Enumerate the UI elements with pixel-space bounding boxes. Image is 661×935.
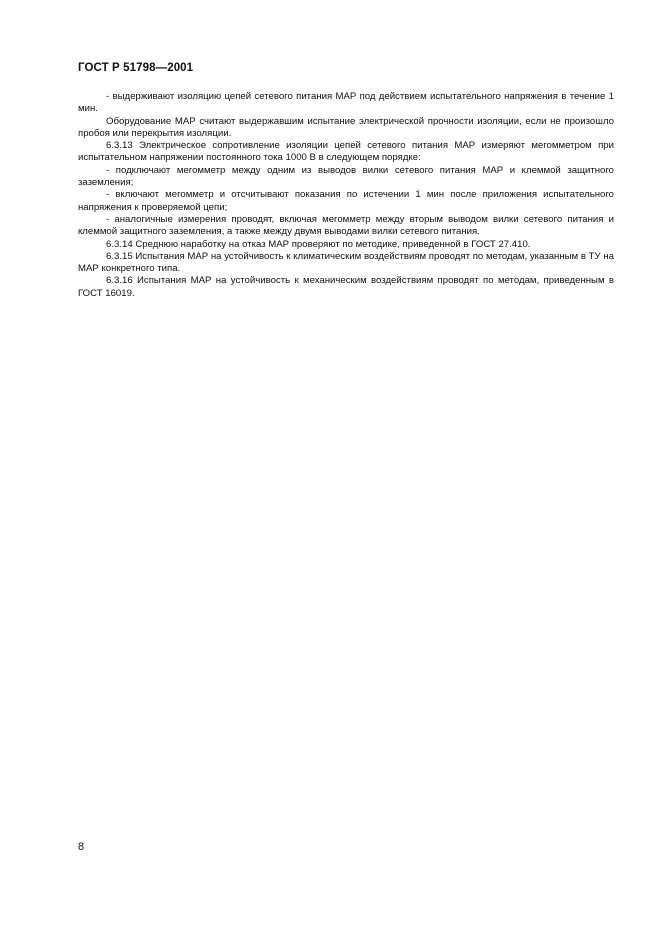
page-number: 8 (78, 841, 85, 853)
paragraph-6-3-15: 6.3.15 Испытания МАР на устойчивость к климатическим воздействиям проводят по методам, указанным в ТУ на МАР конкретного типа. (78, 250, 614, 275)
document-code-header: ГОСТ Р 51798—2001 (78, 62, 194, 74)
paragraph-pass-criterion: Оборудование МАР считают выдержавшим испытание электрической прочности изоляции, если не произошло пробоя или перекрытия изоляции. (78, 115, 614, 139)
paragraph-6-3-16: 6.3.16 Испытания МАР на устойчивость к механическим воздействиям проводят по методам, приведенным в ГОСТ 16019. (78, 275, 614, 299)
paragraph-read-megohmmeter: - включают мегомметр и отсчитывают показания по истечении 1 мин после приложения испытательного напряжения к проверяемой цепи; (78, 189, 614, 213)
paragraph-6-3-13: 6.3.13 Электрическое сопротивление изоляции цепей сетевого питания МАР измеряют мегомметром при испытательном напряжении постоянного тока 1000 В в следующем порядке: (78, 140, 614, 164)
body-text (78, 91, 614, 300)
paragraph-similar-measurements: - аналогичные измерения проводят, включая мегомметр между вторым выводом вилки сетевого питания и клеммой защитного заземления, а также между двумя выводами вилки сетевого питания. (78, 213, 614, 238)
paragraph-insulation-withstand: - выдерживают изоляцию цепей сетевого питания МАР под действием испытательного напряжения в течение 1 мин. (78, 91, 614, 115)
paragraph-6-3-14: 6.3.14 Среднюю наработку на отказ МАР проверяют по методике, приведенной в ГОСТ 27.410. (106, 238, 531, 250)
paragraph-connect-megohmmeter: - подключают мегомметр между одним из выводов вилки сетевого питания МАР и клеммой защитного заземления; (78, 164, 614, 189)
